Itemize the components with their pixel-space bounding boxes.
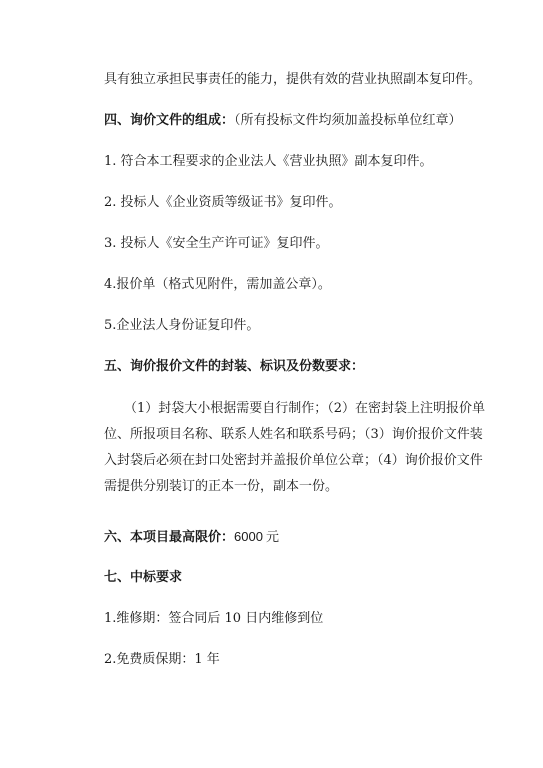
section7-heading: 七、中标要求 [104,570,183,585]
section4-item-4 [104,277,331,293]
paragraph-line: 入封袋后必须在封口处密封并盖报价单位公章；（4）询价报价文件 [104,453,483,468]
paragraph-line: 需提供分别装订的正本一份，副本一份。 [104,479,339,494]
list-item: 4.报价单（格式见附件，需加盖公章）。 [104,277,331,292]
item-text: 1 年 [194,652,220,667]
item-label: 1.维修期： [104,611,169,626]
section5-heading-line [104,359,364,375]
section4-heading: 四、询价文件的组成： [104,113,235,128]
section4-item-3 [104,236,329,252]
section4-item-5 [104,318,259,334]
section4-item-1 [104,154,433,170]
price-unit: 元 [265,530,279,545]
list-item: 1. 符合本工程要求的企业法人《营业执照》副本复印件。 [104,154,433,169]
price-amount: 6000 [234,529,263,544]
list-item: 2. 投标人《企业资质等级证书》复印件。 [104,195,342,210]
section6-heading: 六、本项目最高限价： [104,530,235,545]
item-label: 2.免费质保期： [104,652,195,667]
section5-paragraph [104,396,486,500]
section4-heading-line [104,113,462,129]
list-item: 3. 投标人《安全生产许可证》复印件。 [104,236,329,251]
paragraph-line: 位、所报项目名称、联系人姓名和联系号码；（3）询价报价文件装 [104,427,483,442]
list-item: 5.企业法人身份证复印件。 [104,318,260,333]
continuation-text: 具有独立承担民事责任的能力，提供有效的营业执照副本复印件。 [104,72,482,87]
section4-note: （所有投标文件均须加盖投标单位红章） [234,113,462,128]
section7-item-2 [104,652,220,668]
section6-line [104,529,279,546]
item-text: 签合同后 10 日内维修到位 [168,611,324,626]
section4-item-2 [104,195,342,211]
section7-item-1 [104,611,323,627]
section7-heading-line [104,570,182,586]
section5-heading: 五、询价报价文件的封装、标识及份数要求： [104,359,365,374]
continuation-line [104,72,481,88]
paragraph-line: （1）封袋大小根据需要自行制作；（2）在密封袋上注明报价单 [124,401,486,416]
